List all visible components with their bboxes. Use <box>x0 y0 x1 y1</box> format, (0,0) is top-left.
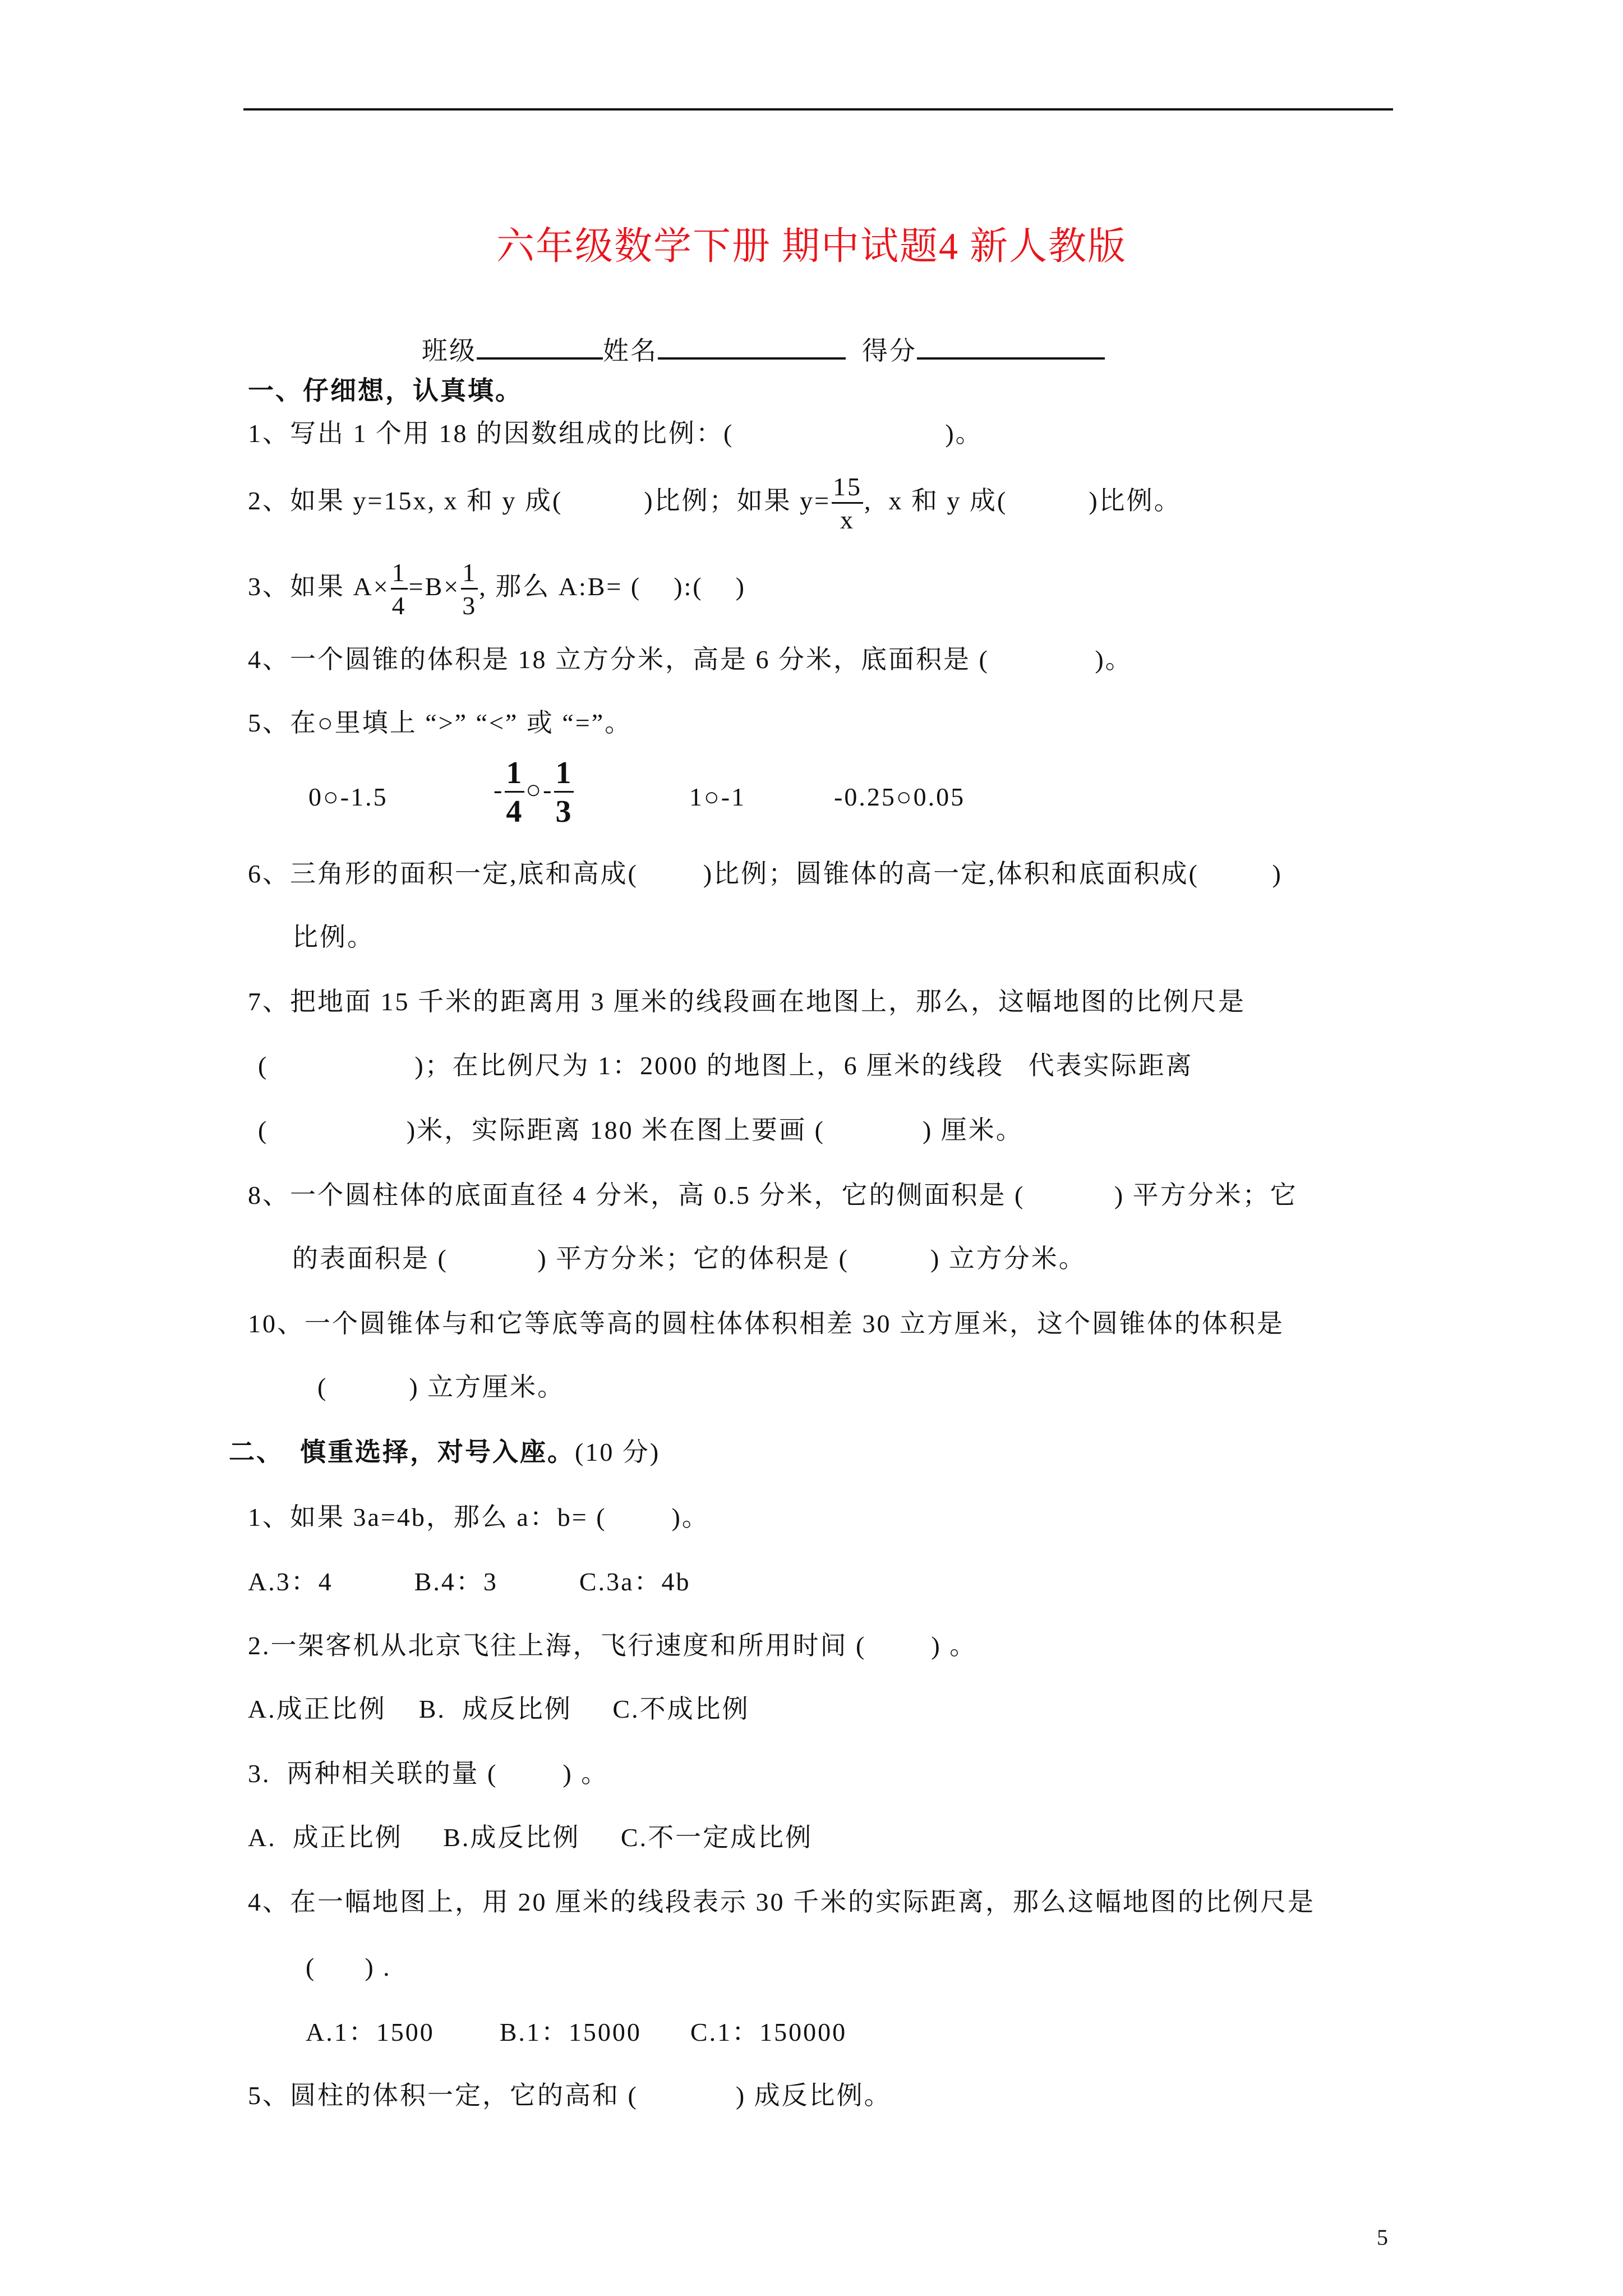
numerator: 15 <box>832 474 863 504</box>
numerator: 1 <box>554 757 574 793</box>
fraction <box>461 560 478 619</box>
choice-question-3: 3. 两种相关联的量 ( ) 。 <box>248 1759 609 1788</box>
question-7-cont: ( )；在比例尺为 1：2000 的地图上，6 厘米的线段 代表实际距离 <box>258 1051 1193 1080</box>
question-5: 5、在○里填上 “>” “<” 或 “=”。 <box>248 708 633 737</box>
denominator: 3 <box>462 591 477 620</box>
compare-1: 0○-1.5 <box>308 783 388 811</box>
numerator: 1 <box>505 757 524 793</box>
section2-title: 二、 慎重选择，对号入座。 <box>229 1438 575 1466</box>
choice-options-2: A.成正比例 B. 成反比例 C.不成比例 <box>248 1695 750 1723</box>
choice-question-4: 4、在一幅地图上，用 20 厘米的线段表示 30 千米的实际距离，那么这幅地图的比例尺是 <box>248 1888 1315 1916</box>
fraction <box>832 474 863 533</box>
compare-2 <box>494 757 575 827</box>
fraction <box>554 757 574 827</box>
choice-options-1: A.3：4 B.4：3 C.3a：4b <box>248 1567 691 1596</box>
score-label: 得分 <box>862 337 917 365</box>
question-10: 10、一个圆锥体与和它等底等高的圆柱体体积相差 30 立方厘米，这个圆锥体的体积是 <box>248 1309 1284 1338</box>
question-3 <box>248 560 746 619</box>
minus-sign: - <box>494 775 504 804</box>
q3-text-mid: =B× <box>408 572 460 601</box>
choice-question-2: 2.一架客机从北京飞往上海，飞行速度和所用时间 ( ) 。 <box>248 1631 978 1660</box>
denominator: 4 <box>506 794 524 829</box>
question-2 <box>248 474 1182 533</box>
q2-text-a: 2、如果 y=15x, x 和 y 成( )比例；如果 y= <box>248 486 831 516</box>
q3-text-a: 3、如果 A× <box>248 572 390 601</box>
q2-text-b: , x 和 y 成( )比例。 <box>864 486 1182 516</box>
class-label: 班级 <box>422 337 477 365</box>
compare-circle: ○- <box>525 775 554 804</box>
page-title: 六年级数学下册 期中试题4 新人教版 <box>496 225 1127 268</box>
header-rule <box>243 108 1393 111</box>
section2-score: (10 分) <box>575 1438 661 1466</box>
question-6-cont: 比例。 <box>292 923 375 951</box>
question-10-cont: ( ) 立方厘米。 <box>317 1373 565 1401</box>
question-4: 4、一个圆锥的体积是 18 立方分米，高是 6 分米，底面积是 ( )。 <box>248 645 1133 674</box>
section2-heading <box>229 1437 660 1468</box>
score-field[interactable] <box>917 333 1105 360</box>
question-1: 1、写出 1 个用 18 的因数组成的比例：( )。 <box>248 419 983 448</box>
question-8: 8、一个圆柱体的底面直径 4 分米，高 0.5 分米，它的侧面积是 ( ) 平方分米；它 <box>248 1181 1298 1209</box>
choice-options-3: A. 成正比例 B.成反比例 C.不一定成比例 <box>248 1823 813 1852</box>
q3-text-b: , 那么 A:B= ( ):( ) <box>479 572 746 601</box>
fraction <box>391 560 408 619</box>
denominator: x <box>840 505 855 534</box>
choice-question-4-cont: ( ) . <box>306 1953 391 1981</box>
denominator: 4 <box>391 591 407 620</box>
page-number: 5 <box>1377 2225 1388 2250</box>
fraction <box>505 757 524 827</box>
name-label: 姓名 <box>603 337 658 365</box>
question-7-cont2: ( )米，实际距离 180 米在图上要画 ( ) 厘米。 <box>258 1116 1023 1144</box>
section1-heading: 一、仔细想，认真填。 <box>248 376 523 405</box>
question-8-cont: 的表面积是 ( ) 平方分米；它的体积是 ( ) 立方分米。 <box>292 1244 1086 1273</box>
choice-options-4: A.1：1500 B.1：15000 C.1：150000 <box>306 2018 847 2046</box>
choice-question-1: 1、如果 3a=4b，那么 a：b= ( )。 <box>248 1503 709 1531</box>
numerator: 1 <box>391 560 408 590</box>
question-6: 6、三角形的面积一定,底和高成( )比例；圆锥体的高一定,体积和底面积成( ) <box>248 859 1283 888</box>
name-field[interactable] <box>658 333 846 360</box>
question-7: 7、把地面 15 千米的距离用 3 厘米的线段画在地图上，那么，这幅地图的比例尺是 <box>248 987 1246 1016</box>
numerator: 1 <box>461 560 478 590</box>
info-line <box>422 333 1105 367</box>
denominator: 3 <box>555 794 573 829</box>
compare-3: 1○-1 <box>689 783 746 811</box>
choice-question-5: 5、圆柱的体积一定，它的高和 ( ) 成反比例。 <box>248 2081 892 2110</box>
class-field[interactable] <box>477 333 603 360</box>
compare-4: -0.25○0.05 <box>834 783 966 811</box>
